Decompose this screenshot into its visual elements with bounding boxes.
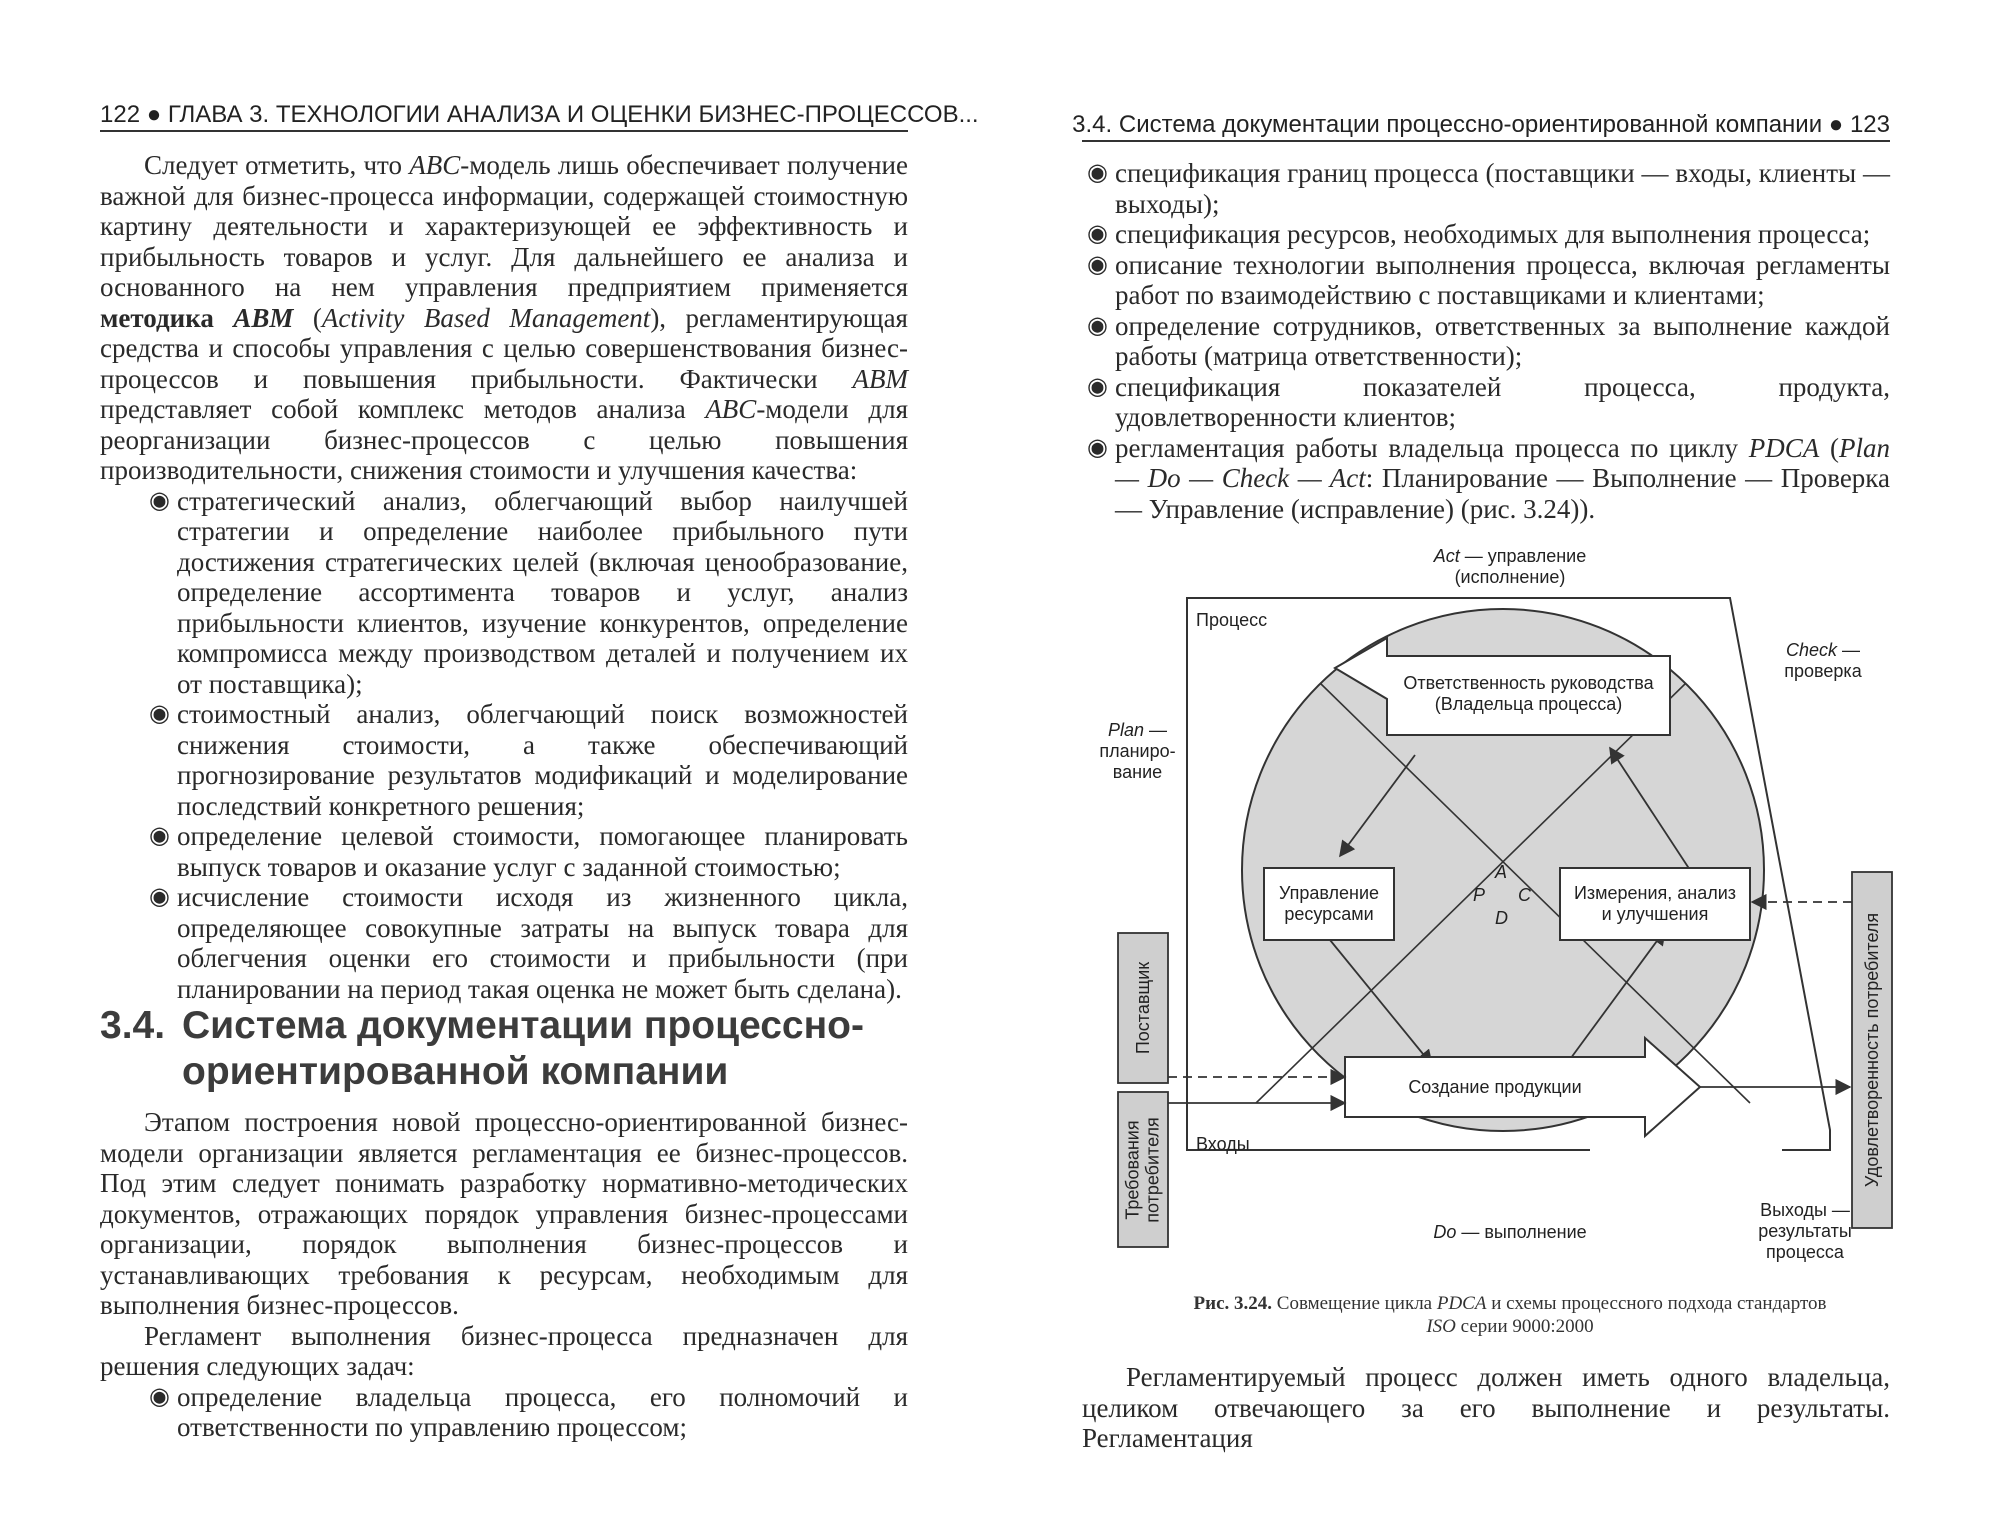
section-paragraph-1: Этапом построения новой процессно-ориентированной бизнес-модели организации является регламентация ее бизнес-процессов. Под этим следует понимать разработку нормативно-методических документов, отражающих порядок управления бизнес-процессами организации, порядок выполнения бизнес-процессов и устанавливающих требования к ресурсам, необходимым для выполнения бизнес-процессов.: [100, 1107, 908, 1320]
measure-label: Измерения, анализ и улучшения: [1573, 883, 1737, 924]
left-running-head-rule: [100, 130, 908, 132]
bullet-icon: ◉: [149, 884, 170, 910]
right-running-head-rule: [1082, 140, 1890, 142]
center-letter-a: A: [1495, 862, 1508, 882]
list-item: ◉ спецификация границ процесса (поставщики — входы, клиенты — выходы);: [1087, 158, 1890, 219]
list-item: ◉ спецификация показателей процесса, продукта, удовлетворенности клиентов;: [1087, 371, 1890, 432]
bullet-icon: ◉: [1087, 312, 1108, 339]
bullet-icon: ◉: [149, 823, 170, 849]
bullet-icon: ◉: [1087, 160, 1108, 186]
regulation-bullet-list: [1082, 158, 1890, 524]
section-number: 3.4.: [100, 1004, 166, 1047]
list-item: ◉ регламентация работы владельца процесса по циклу PDCA (Plan — Do — Check — Act: Планирование — Выполнение — Проверка — Управление (исправление) (рис. 3.24)).: [1087, 432, 1890, 524]
list-item: ◉ описание технологии выполнения процесса, включая регламенты работ по взаимодействию с поставщиками и клиентами;: [1087, 249, 1890, 310]
bullet-icon: ◉: [1087, 373, 1108, 400]
left-running-head: 122 ● ГЛАВА 3. ТЕХНОЛОГИИ АНАЛИЗА И ОЦЕНКИ БИЗНЕС-ПРОЦЕССОВ...: [100, 101, 979, 128]
responsibility-label: Ответственность руководства (Владельца процесса): [1403, 673, 1654, 714]
check-label: Check — проверка: [1784, 640, 1862, 681]
bullet-icon: ◉: [149, 701, 170, 727]
center-letter-d: D: [1495, 908, 1508, 928]
intro-paragraph: Следует отметить, что ABC-модель лишь обеспечивает получение важной для бизнес-процесса информации, содержащей стоимостную картину деятельности и характеризующей ее эффективность и прибыльность товаров и услуг. Для дальнейшего ее анализа и основанного на нем управления предприятием применяется методика ABM (Activity Based Management), регламентирующая средства и способы управления с целью совершенствования бизнес-процессов и повышения прибыльности. Фактически ABM представляет собой комплекс методов анализа ABC-модели для реорганизации бизнес-процессов с целью повышения производительности, снижения стоимости и улучшения качества:: [100, 150, 908, 485]
resources-label: Управление ресурсами: [1278, 883, 1380, 924]
center-letter-p: P: [1473, 885, 1486, 905]
list-item: ◉ определение сотрудников, ответственных за выполнение каждой работы (матрица ответственности);: [1087, 310, 1890, 371]
left-body-text: [100, 150, 908, 1004]
right-body-text: [1082, 158, 1890, 524]
bullet-icon: ◉: [149, 1383, 170, 1410]
bullet-icon: ◉: [1087, 251, 1108, 278]
plan-label: Plan — планиро- вание: [1099, 720, 1176, 782]
process-label: Процесс: [1196, 610, 1268, 630]
list-item: ◉ спецификация ресурсов, необходимых для выполнения процесса;: [1087, 219, 1871, 249]
center-letter-c: C: [1518, 885, 1531, 905]
product-label: Создание продукции: [1408, 1077, 1582, 1097]
act-label: Act — управление (исполнение): [1433, 546, 1587, 587]
section-paragraph-2: Регламент выполнения бизнес-процесса предназначен для решения следующих задач:: [100, 1320, 908, 1381]
list-item: ◉ определение владельца процесса, его полномочий и ответственности по управлению процессом;: [149, 1381, 908, 1442]
list-item: ◉ стоимостный анализ, облегчающий поиск возможностей снижения стоимости, а также обеспечивающий прогнозирование результатов модификаций и моделирование последствий конкретного решения;: [149, 699, 908, 821]
list-item: ◉ стратегический анализ, облегчающий выбор наилучшей стратегии и определение наиболее прибыльного пути достижения стратегических целей (включая ценообразование, определение ассортимента товаров и услуг, анализ прибыльности клиентов, изучение конкурентов, определение компромисса между производством деталей и получением их от поставщика);: [149, 485, 908, 699]
bullet-icon: ◉: [1087, 221, 1108, 247]
tasks-bullet-list: [144, 1382, 908, 1443]
outputs-label: Выходы — результаты процесса: [1758, 1200, 1852, 1262]
section-heading: [100, 1003, 908, 1095]
section-title-line-1: Система документации процессно-: [182, 1004, 864, 1047]
section-title-line-2: ориентированной компании: [182, 1050, 729, 1093]
bullet-icon: ◉: [149, 487, 170, 514]
satisfaction-label: Удовлетворенность потребителя: [1862, 912, 1882, 1188]
do-label: Do — выполнение: [1433, 1222, 1587, 1242]
right-running-head: 3.4. Система документации процессно-ориентированной компании ● 123: [1072, 111, 1890, 138]
figure-caption: Рис. 3.24. Совмещение цикла PDCA и схемы процессного подхода стандартов ISO серии 9000:2000: [1193, 1293, 1827, 1337]
pdca-diagram: [1090, 540, 1910, 1270]
requirements-label: Требования потребителя: [1122, 1117, 1163, 1223]
inputs-label: Входы: [1196, 1134, 1250, 1154]
supplier-label: Поставщик: [1133, 961, 1153, 1055]
list-item: ◉ определение целевой стоимости, помогающее планировать выпуск товаров и оказание услуг с заданной стоимостью;: [149, 821, 908, 882]
list-item: ◉ исчисление стоимости исходя из жизненного цикла, определяющее совокупные затраты на выпуск товара для облегчения оценки его стоимости и прибыльности (при планировании на период такая оценка не может быть сделана).: [149, 882, 908, 1004]
closing-paragraph: Регламентируемый процесс должен иметь одного владельца, целиком отвечающего за его выполнение и результаты. Регламентация: [1082, 1362, 1890, 1453]
bullet-icon: ◉: [1087, 434, 1108, 461]
abm-bullet-list: [144, 486, 908, 1005]
section-body-text: [100, 1107, 908, 1443]
